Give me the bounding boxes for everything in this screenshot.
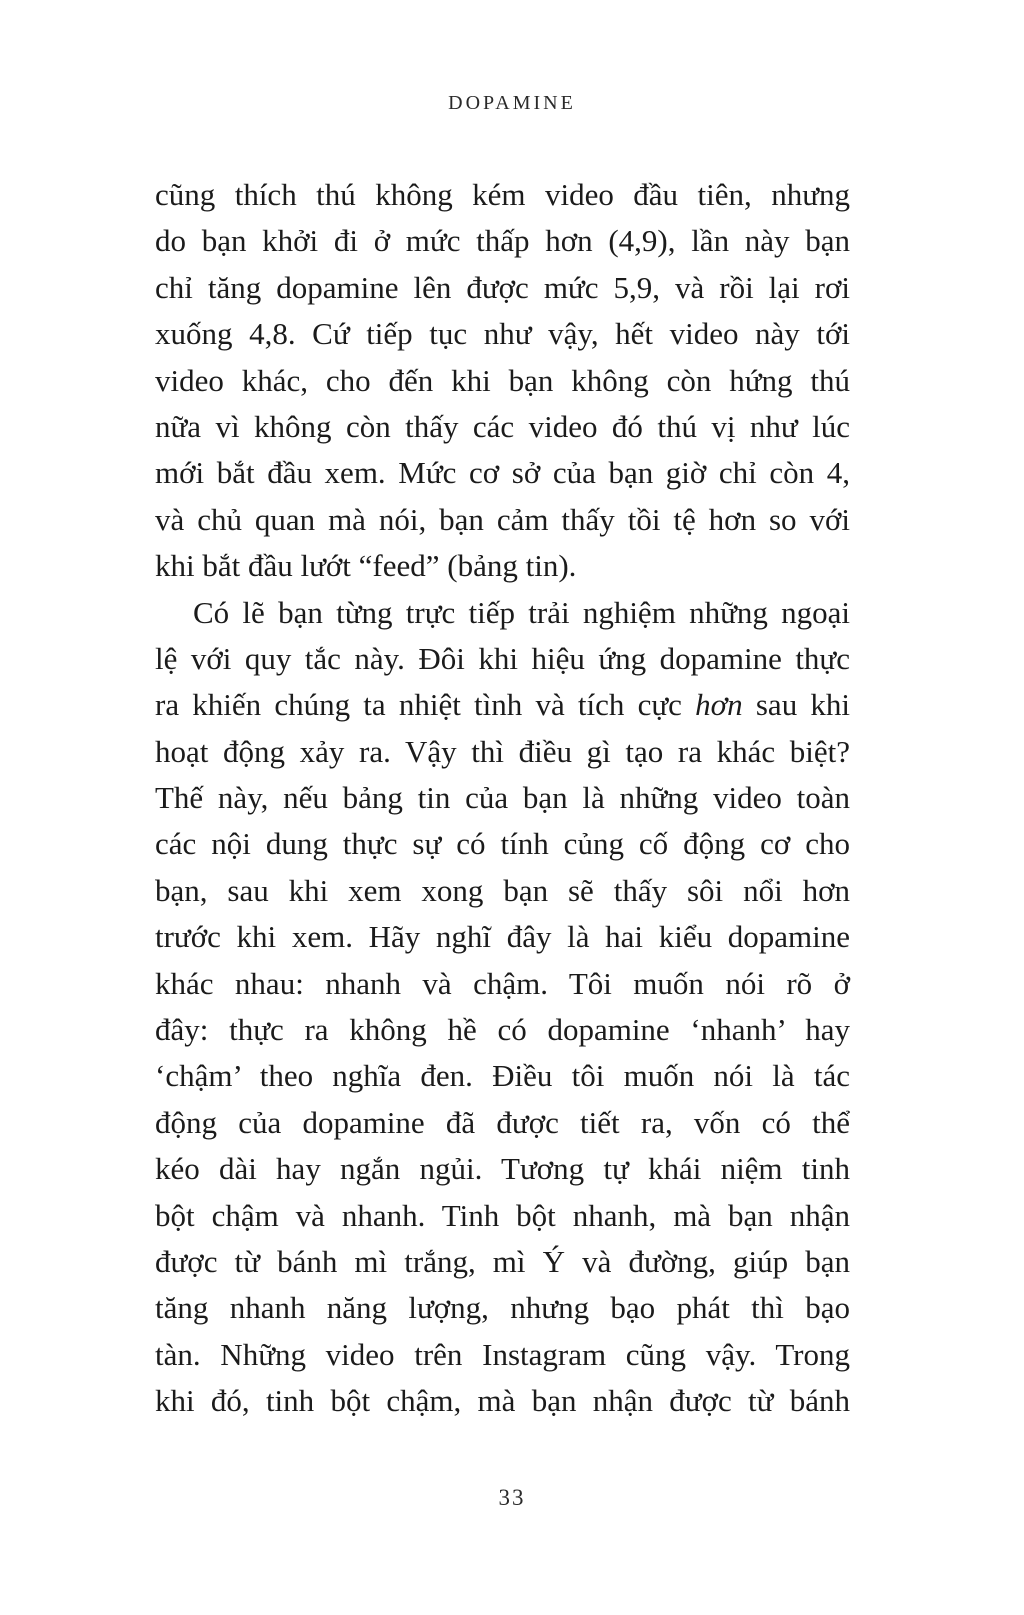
paragraph (155, 590, 850, 1425)
text-line (155, 682, 850, 728)
text-line: ‘chậm’ theo nghĩa đen. Điều tôi muốn nói là tác (155, 1058, 850, 1094)
text-line: tăng nhanh năng lượng, nhưng bạo phát thì bạo (155, 1290, 850, 1326)
text-line: khi bắt đầu lướt “feed” (bảng tin). (155, 548, 577, 584)
text-line: Có lẽ bạn từng trực tiếp trải nghiệm những ngoại (193, 594, 850, 630)
text-line: và chủ quan mà nói, bạn cảm thấy tồi tệ hơn so với (155, 501, 850, 537)
text-line: khi đó, tinh bột chậm, mà bạn nhận được từ bánh (155, 1383, 850, 1419)
text-line: xuống 4,8. Cứ tiếp tục như vậy, hết video này tới (155, 316, 850, 352)
text-line: video khác, cho đến khi bạn không còn hứng thú (155, 362, 850, 398)
text-line: tàn. Những video trên Instagram cũng vậy. Trong (155, 1336, 850, 1372)
text-line: nữa vì không còn thấy các video đó thú vị như lúc (155, 408, 850, 444)
text-line: Thế này, nếu bảng tin của bạn là những video toàn (155, 780, 850, 816)
body-text (155, 172, 850, 1425)
text-line: các nội dung thực sự có tính củng cố động cơ cho (155, 826, 850, 862)
text-line: trước khi xem. Hãy nghĩ đây là hai kiểu dopamine (155, 919, 850, 955)
text-run: sau khi (742, 687, 850, 723)
text-line: hoạt động xảy ra. Vậy thì điều gì tạo ra khác biệt? (155, 733, 850, 769)
text-line: cũng thích thú không kém video đầu tiên, nhưng (155, 177, 850, 212)
paragraph (155, 172, 850, 590)
text-line: khác nhau: nhanh và chậm. Tôi muốn nói rõ ở (155, 965, 850, 1001)
text-line: lệ với quy tắc này. Đôi khi hiệu ứng dopamine thực (155, 640, 850, 676)
text-line: bột chậm và nhanh. Tinh bột nhanh, mà bạn nhận (155, 1197, 850, 1233)
emphasis: hơn (695, 687, 743, 723)
text-run: ra khiến chúng ta nhiệt tình và tích cực (155, 687, 696, 723)
text-line: mới bắt đầu xem. Mức cơ sở của bạn giờ chỉ còn 4, (155, 455, 850, 491)
text-line: kéo dài hay ngắn ngủi. Tương tự khái niệm tinh (155, 1151, 850, 1187)
running-head: DOPAMINE (448, 92, 576, 114)
text-line: được từ bánh mì trắng, mì Ý và đường, giúp bạn (155, 1243, 850, 1279)
text-line: động của dopamine đã được tiết ra, vốn có thể (155, 1104, 850, 1140)
page-number: 33 (498, 1485, 526, 1510)
text-line: bạn, sau khi xem xong bạn sẽ thấy sôi nổi hơn (155, 872, 850, 908)
text-line: chỉ tăng dopamine lên được mức 5,9, và rồi lại rơi (155, 269, 850, 305)
text-line: đây: thực ra không hề có dopamine ‘nhanh’ hay (155, 1012, 850, 1048)
text-line: do bạn khởi đi ở mức thấp hơn (4,9), lần này bạn (155, 223, 850, 259)
